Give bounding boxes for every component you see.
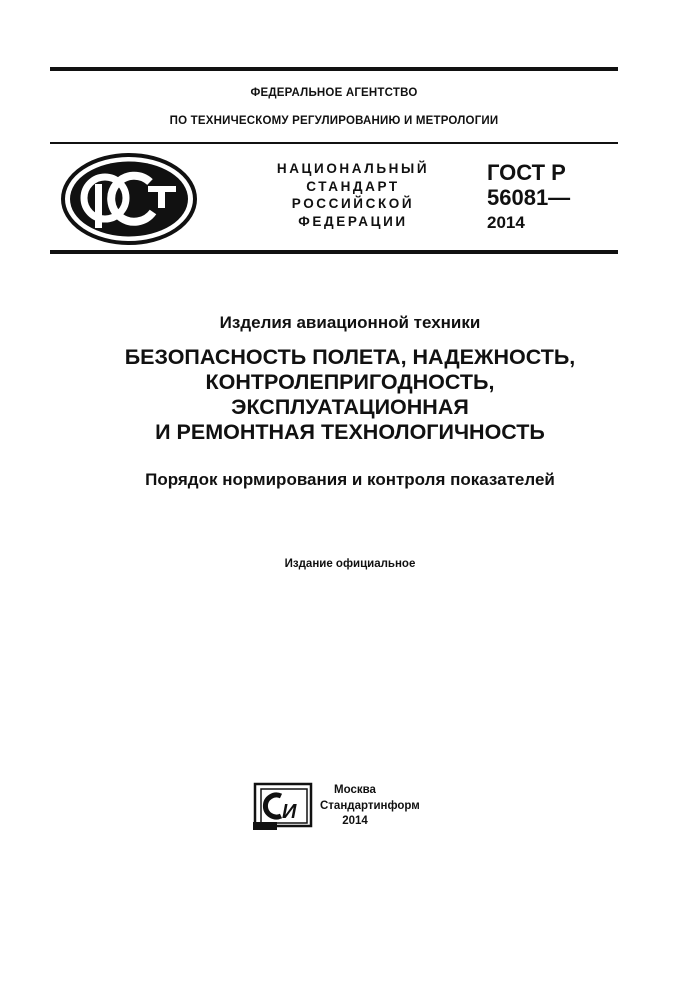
rst-logo-icon <box>60 152 198 246</box>
top-rule <box>50 67 618 71</box>
gost-number: 56081— <box>487 185 571 210</box>
title-line: КОНТРОЛЕПРИГОДНОСТЬ, <box>205 370 495 394</box>
svg-text:И: И <box>282 801 297 823</box>
national-line: РОССИЙСКОЙ <box>291 196 415 211</box>
imprint-city: Москва <box>334 784 376 796</box>
title-line: ЭКСПЛУАТАЦИОННАЯ <box>231 395 469 419</box>
gost-label: ГОСТ Р <box>487 160 566 185</box>
gost-designation <box>487 160 570 235</box>
document-subtitle: Порядок нормирования и контроля показателей <box>145 470 555 489</box>
imprint-publisher: Стандартинформ <box>320 799 420 812</box>
header-divider <box>50 142 618 144</box>
document-title <box>0 345 700 445</box>
imprint-year: 2014 <box>342 815 368 827</box>
national-standard-label <box>262 160 444 230</box>
title-line: И РЕМОНТНАЯ ТЕХНОЛОГИЧНОСТЬ <box>155 420 545 444</box>
national-line: ФЕДЕРАЦИИ <box>298 213 408 229</box>
agency-name-line1: ФЕДЕРАЛЬНОЕ АГЕНТСТВО <box>250 87 418 99</box>
agency-name-line2: ПО ТЕХНИЧЕСКОМУ РЕГУЛИРОВАНИЮ И МЕТРОЛОГИИ <box>169 115 499 127</box>
gost-year: 2014 <box>487 213 525 232</box>
national-line: СТАНДАРТ <box>306 178 400 194</box>
standard-divider <box>50 250 618 254</box>
standartinform-logo-icon <box>253 782 317 832</box>
title-line: БЕЗОПАСНОСТЬ ПОЛЕТА, НАДЕЖНОСТЬ, <box>124 345 576 369</box>
imprint <box>320 783 420 830</box>
national-line: НАЦИОНАЛЬНЫЙ <box>276 161 430 176</box>
product-category: Изделия авиационной техники <box>219 313 481 332</box>
edition-note: Издание официальное <box>284 558 416 570</box>
